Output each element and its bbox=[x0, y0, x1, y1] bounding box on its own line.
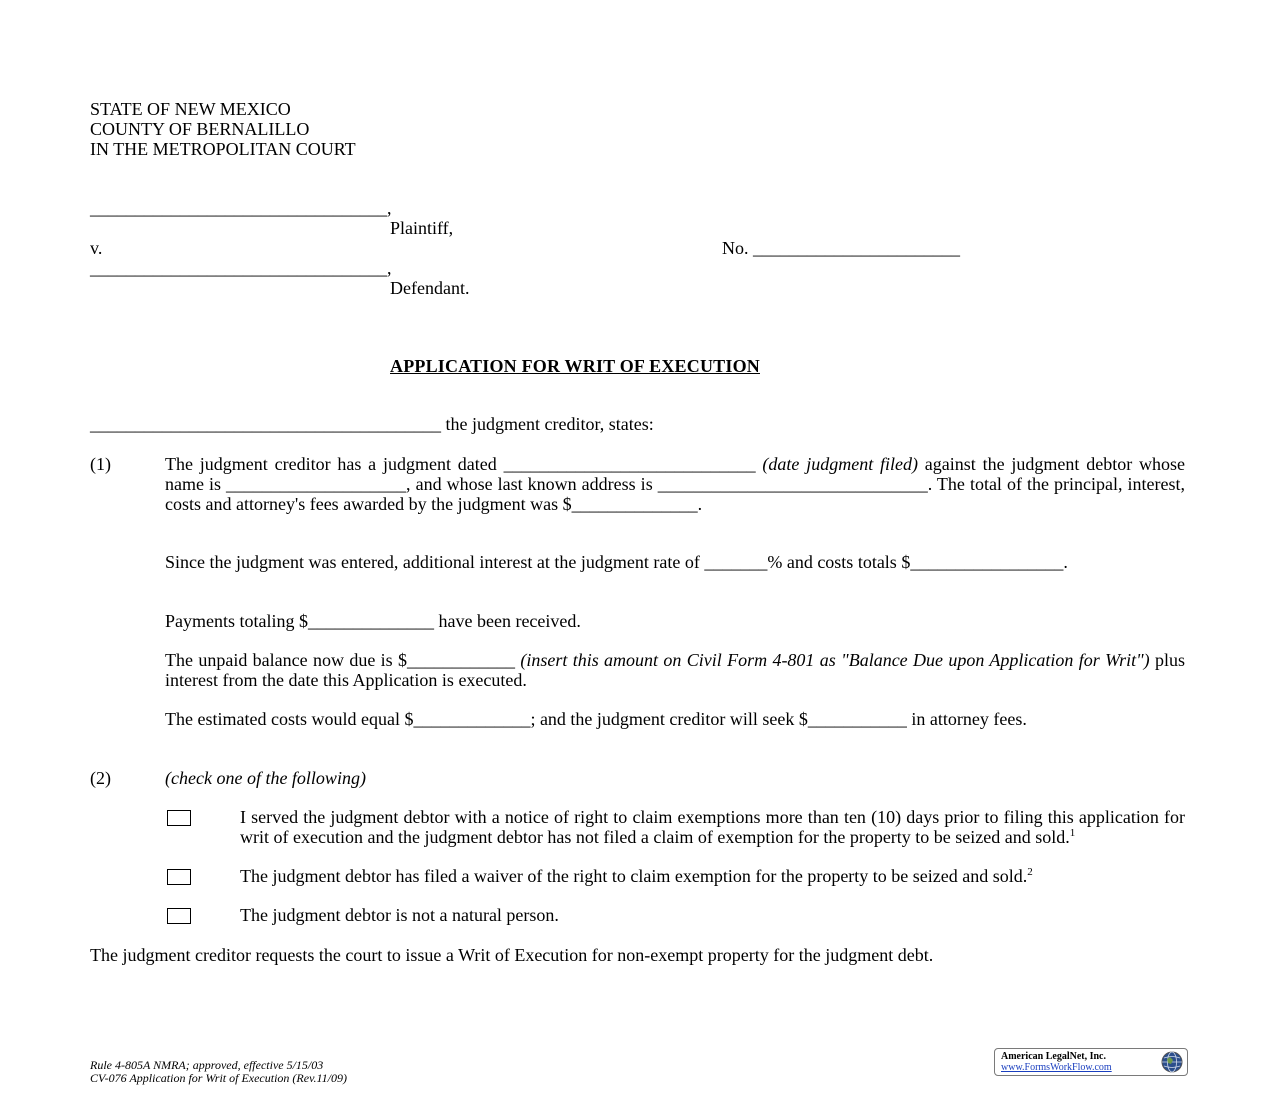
section-1-paragraph-judgment[interactable] bbox=[165, 455, 1185, 514]
defendant-name-field[interactable]: _________________________________, bbox=[90, 258, 392, 278]
balance-interest-text: plus interest from the date this Application is executed. bbox=[165, 650, 1185, 690]
section-1-number: (1) bbox=[90, 454, 111, 474]
logo-url-link[interactable]: www.FormsWorkFlow.com bbox=[1001, 1062, 1112, 1073]
balance-text: The unpaid balance now due is $____________ bbox=[165, 650, 521, 670]
option-3-text: The judgment debtor is not a natural person. bbox=[240, 905, 559, 925]
american-legalnet-logo[interactable] bbox=[994, 1048, 1188, 1076]
plaintiff-name-field[interactable]: _________________________________, bbox=[90, 198, 392, 218]
court-state: STATE OF NEW MEXICO bbox=[90, 99, 291, 119]
plaintiff-label: Plaintiff, bbox=[390, 218, 454, 238]
writ-request-paragraph: The judgment creditor requests the court to issue a Writ of Execution for non-exempt property for the judgment debt. bbox=[90, 945, 934, 965]
defendant-label: Defendant. bbox=[390, 278, 470, 298]
judgment-date-text: The judgment creditor has a judgment dated ____________________________ bbox=[165, 454, 763, 474]
footer-form-id: CV-076 Application for Writ of Execution (Rev.11/09) bbox=[90, 1071, 347, 1085]
judgment-debtor-text: against the judgment debtor whose name is ____________________, and whose last known address is ______________________________. The total of the principal, interest, costs and attorney's fees awarded by the judgment was $______________. bbox=[165, 454, 1186, 514]
court-county: COUNTY OF BERNALILLO bbox=[90, 119, 310, 139]
section-2-number: (2) bbox=[90, 768, 111, 788]
section-1-paragraph-interest[interactable]: Since the judgment was entered, additional interest at the judgment rate of _______% and costs totals $_________________. bbox=[165, 552, 1068, 572]
option-1-checkbox[interactable] bbox=[167, 810, 191, 826]
balance-hint: (insert this amount on Civil Form 4-801 as "Balance Due upon Application for Writ") bbox=[520, 650, 1150, 670]
footnote-2-marker: 2 bbox=[1027, 866, 1033, 878]
footer-rule: Rule 4-805A NMRA; approved, effective 5/15/03 bbox=[90, 1058, 324, 1072]
section-1-paragraph-costs[interactable]: The estimated costs would equal $_____________; and the judgment creditor will seek $___________ in attorney fees. bbox=[165, 709, 1027, 729]
section-1-paragraph-payments[interactable]: Payments totaling $______________ have been received. bbox=[165, 611, 581, 631]
document-title: APPLICATION FOR WRIT OF EXECUTION bbox=[390, 356, 760, 376]
option-3-checkbox[interactable] bbox=[167, 908, 191, 924]
globe-icon bbox=[1161, 1051, 1183, 1073]
section-1-paragraph-balance[interactable] bbox=[165, 651, 1185, 691]
option-2-text: The judgment debtor has filed a waiver of the right to claim exemption for the property to be seized and sold.$^2$ bbox=[240, 866, 1033, 886]
section-2-instruction: (check one of the following) bbox=[165, 768, 366, 788]
versus-label: v. bbox=[90, 238, 103, 258]
option-2-checkbox[interactable] bbox=[167, 869, 191, 885]
judgment-creditor-field[interactable]: _______________________________________ the judgment creditor, states: bbox=[90, 414, 654, 434]
court-name: IN THE METROPOLITAN COURT bbox=[90, 139, 356, 159]
logo-company-name: American LegalNet, Inc. bbox=[1001, 1051, 1106, 1062]
option-1-text: I served the judgment debtor with a notice of right to claim exemptions more than ten (10) days prior to filing this application for writ of execution and the judgment debtor has not filed a claim of exemption for the property to be seized and sold.$^1$ bbox=[240, 807, 1185, 847]
footnote-1-marker: 1 bbox=[1069, 826, 1076, 839]
case-number-field[interactable]: No. _______________________ bbox=[722, 238, 960, 258]
judgment-date-hint: (date judgment filed) bbox=[762, 454, 918, 474]
